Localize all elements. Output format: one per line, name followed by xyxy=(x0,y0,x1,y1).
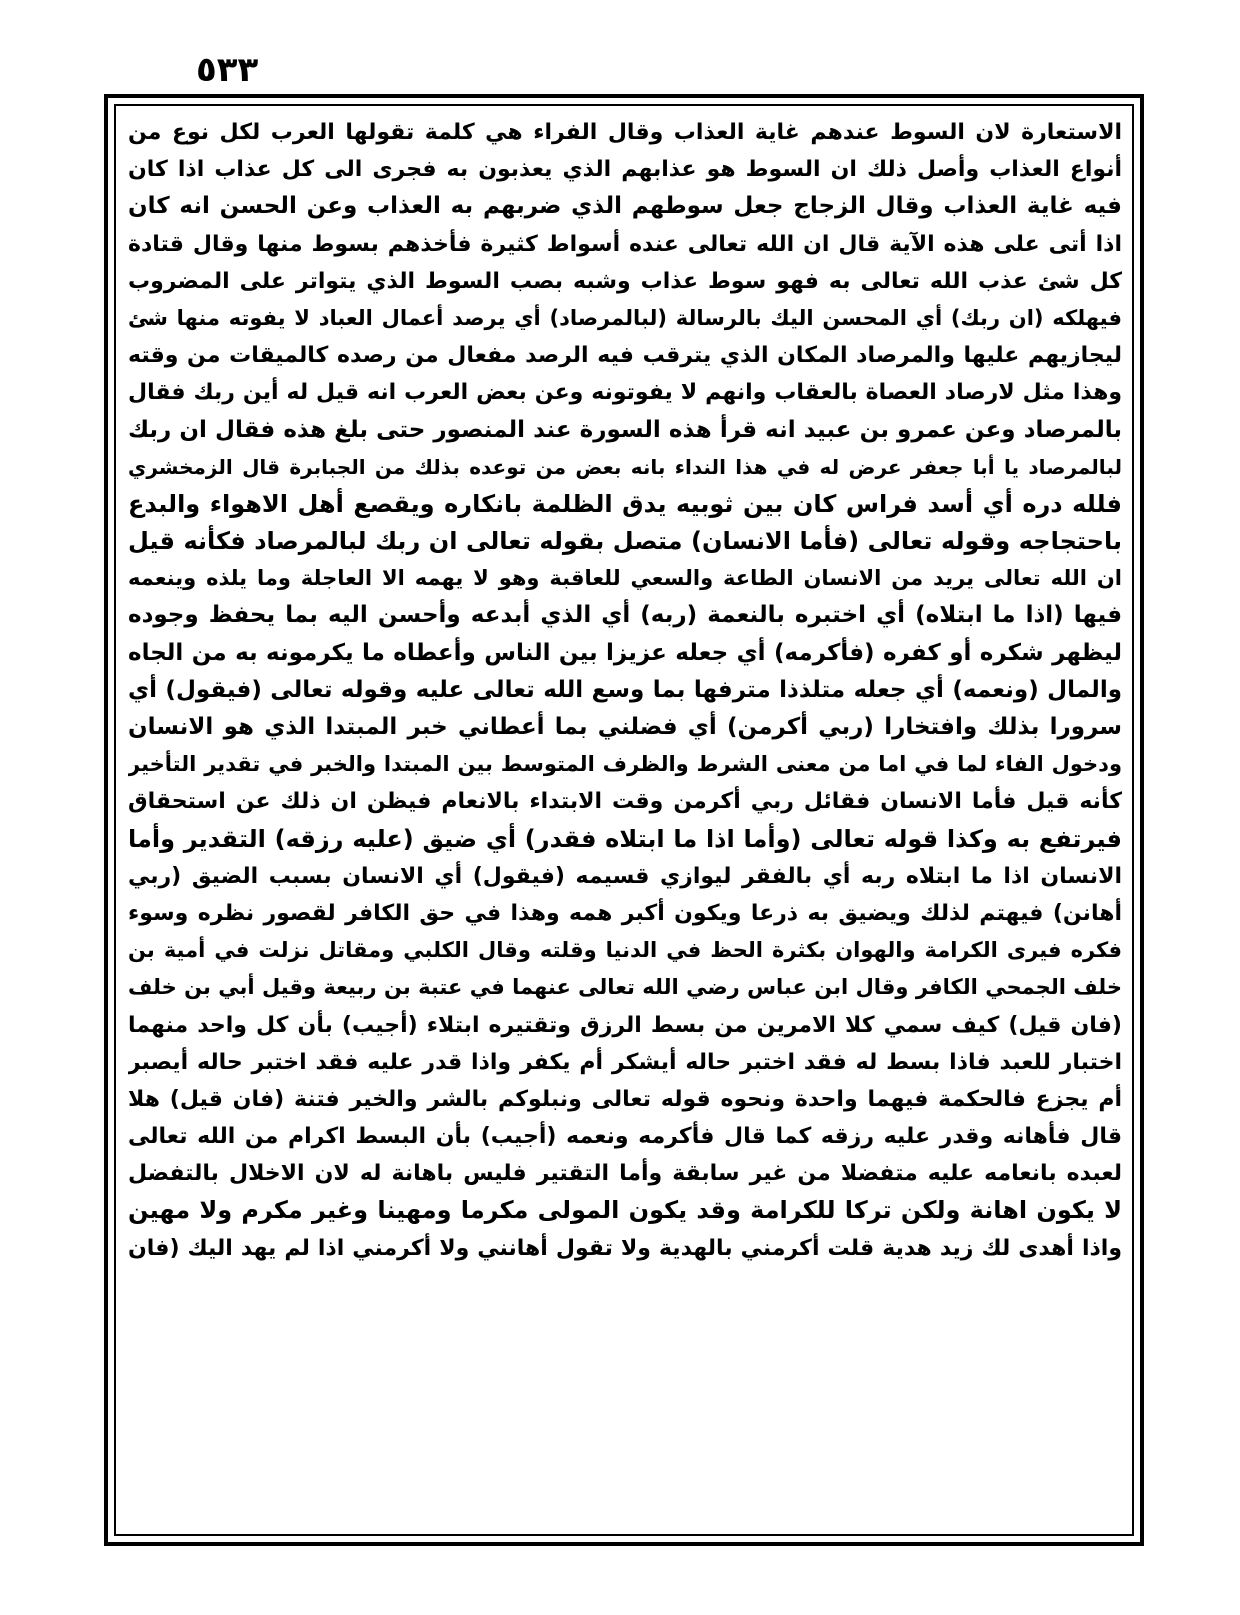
text-line: اذا أتى على هذه الآية قال ان الله تعالى عنده أسواط كثيرة فأخذهم بسوط منها وقال قتادة xyxy=(128,231,1122,257)
text-line: فلله دره أي أسد فراس كان بين ثوبيه يدق الظلمة بانكاره ويقصع أهل الاهواء والبدع xyxy=(128,489,1122,518)
text-line: واذا أهدى لك زيد هدية قلت أكرمني بالهدية ولا تقول أهانني ولا أكرمني اذا لم يهد اليك (فان xyxy=(128,1235,1122,1261)
text-line: الاستعارة لان السوط عندهم غاية العذاب وقال الفراء هي كلمة تقولها العرب لكل نوع من xyxy=(128,120,1122,145)
text-line: لا يكون اهانة ولكن تركا للكرامة وقد يكون المولى مكرما ومهينا وغير مكرم ولا مهين xyxy=(128,1196,1122,1225)
text-line: بالمرصاد وعن عمرو بن عبيد انه قرأ هذه السورة عند المنصور حتى بلغ هذه فقال ان ربك xyxy=(128,416,1122,443)
text-line: لبالمرصاد يا أبا جعفر عرض له في هذا النداء بانه بعض من توعده بذلك من الجبابرة قال الزمخشري xyxy=(128,454,1122,479)
text-line: الانسان اذا ما ابتلاه ربه أي بالفقر ليوازي قسيمه (فيقول) أي الانسان بسبب الضيق (ربي xyxy=(128,863,1122,889)
page-number: ٥٣٣ xyxy=(196,50,259,90)
text-line: وهذا مثل لارصاد العصاة بالعقاب وانهم لا يفوتونه وعن بعض العرب انه قيل له أين ربك فقال xyxy=(128,380,1122,406)
text-line: فيرتفع به وكذا قوله تعالى (وأما اذا ما ابتلاه فقدر) أي ضيق (عليه رزقه) التقدير وأما xyxy=(128,824,1122,853)
text-line: أهانن) فيهتم لذلك ويضيق به ذرعا ويكون أكبر همه وهذا في حق الكافر لقصور نظره وسوء xyxy=(128,900,1122,926)
text-line: والمال (ونعمه) أي جعله متلذذا مترفها بما وسع الله تعالى عليه وقوله تعالى (فيقول) أي xyxy=(128,676,1122,703)
text-line: أم يجزع فالحكمة فيهما واحدة ونحوه قوله تعالى ونبلوكم بالشر والخير فتنة (فان قيل) هلا xyxy=(128,1086,1122,1112)
text-line: فكره فيرى الكرامة والهوان بكثرة الحظ في الدنيا وقلته وقال الكلبي ومقاتل نزلت في أمية بن xyxy=(128,938,1122,963)
text-line: باحتجاجه وقوله تعالى (فأما الانسان) متصل بقوله تعالى ان ربك لبالمرصاد فكأنه قيل xyxy=(128,527,1122,556)
text-line: كأنه قيل فأما الانسان فقائل ربي أكرمن وقت الابتداء بالانعام فيظن ان ذلك عن استحقاق xyxy=(128,789,1122,815)
text-line: خلف الجمحي الكافر وقال ابن عباس رضي الله تعالى عنهما في عتبة بن ربيعة وقيل أبي بن خلف xyxy=(128,975,1122,1000)
text-line: ليجازيهم عليها والمرصاد المكان الذي يترقب فيه الرصد مفعال من رصده كالميقات من وقته xyxy=(128,343,1122,369)
text-line: سرورا بذلك وافتخارا (ربي أكرمن) أي فضلني بما أعطاني خبر المبتدا الذي هو الانسان xyxy=(128,714,1122,740)
text-line: أنواع العذاب وأصل ذلك ان السوط هو عذابهم الذي يعذبون به فجرى الى كل عذاب اذا كان xyxy=(128,157,1122,183)
text-line: فيه غاية العذاب وقال الزجاج جعل سوطهم الذي ضربهم به العذاب وعن الحسن انه كان xyxy=(128,193,1122,220)
text-line: ودخول الفاء لما في اما من معنى الشرط والظرف المتوسط بين المبتدا والخبر في تقدير التأخير xyxy=(128,752,1122,777)
text-line: ان الله تعالى يريد من الانسان الطاعة والسعي للعاقبة وهو لا يهمه الا العاجلة وما يلذه وينعمه xyxy=(128,566,1122,591)
text-line: فيهلكه (ان ربك) أي المحسن اليك بالرسالة (لبالمرصاد) أي يرصد أعمال العباد لا يفوته منها شئ xyxy=(128,305,1122,330)
body-text xyxy=(128,114,1122,1526)
text-line: لعبده بانعامه عليه متفضلا من غير سابقة وأما التقتير فليس باهانة له لان الاخلال بالتفضل xyxy=(128,1161,1122,1187)
text-line: فيها (اذا ما ابتلاه) أي اختبره بالنعمة (ربه) أي الذي أبدعه وأحسن اليه بما يحفظ وجوده xyxy=(128,602,1122,629)
text-line: كل شئ عذب الله تعالى به فهو سوط عذاب وشبه بصب السوط الذي يتواتر على المضروب xyxy=(128,268,1122,294)
text-line: (فان قيل) كيف سمي كلا الامرين من بسط الرزق وتقتيره ابتلاء (أجيب) بأن كل واحد منهما xyxy=(128,1012,1122,1038)
text-line: قال فأهانه وقدر عليه رزقه كما قال فأكرمه ونعمه (أجيب) بأن البسط اكرام من الله تعالى xyxy=(128,1124,1122,1150)
text-line: ليظهر شكره أو كفره (فأكرمه) أي جعله عزيزا بين الناس وأعطاه ما يكرمونه به من الجاه xyxy=(128,639,1122,666)
text-line: اختبار للعبد فاذا بسط له فقد اختبر حاله أيشكر أم يكفر واذا قدر عليه فقد اختبر حاله أيصبر xyxy=(128,1049,1122,1075)
